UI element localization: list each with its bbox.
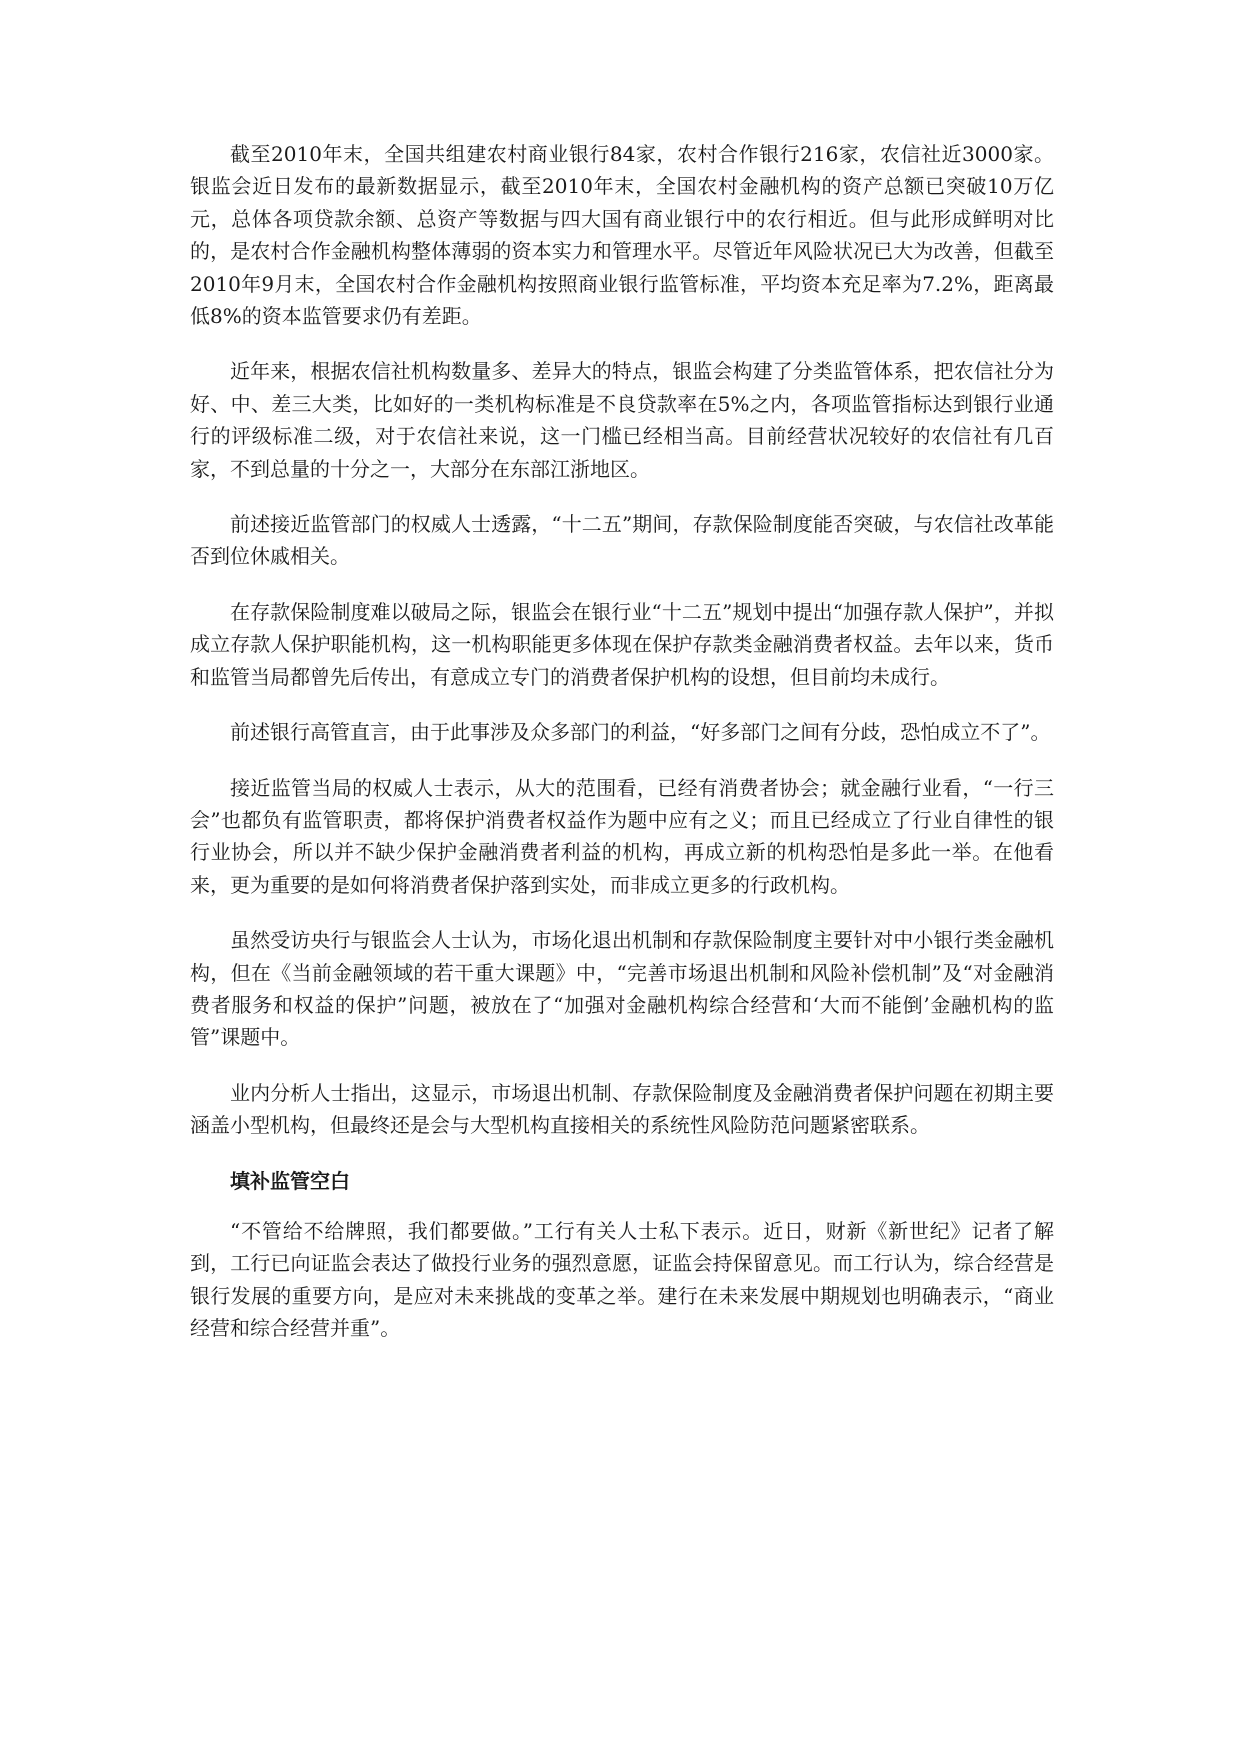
document-page [190, 138, 1054, 1368]
paragraph-7: 虽然受访央行与银监会人士认为，市场化退出机制和存款保险制度主要针对中小银行类金融机构，但在《当前金融领域的若干重大课题》中，“完善市场退出机制和风险补偿机制”及“对金融消费者服务和权益的保护”问题，被放在了“加强对金融机构综合经营和‘大而不能倒’金融机构的监管”课题中。 [190, 928, 1054, 1050]
paragraph-5: 前述银行高管直言，由于此事涉及众多部门的利益，“好多部门之间有分歧，恐怕成立不了”。 [230, 720, 1051, 745]
paragraph-8: 业内分析人士指出，这显示，市场退出机制、存款保险制度及金融消费者保护问题在初期主要涵盖小型机构，但最终还是会与大型机构直接相关的系统性风险防范问题紧密联系。 [190, 1080, 1054, 1138]
paragraph-6: 接近监管当局的权威人士表示，从大的范围看，已经有消费者协会；就金融行业看，“一行三会”也都负有监管职责，都将保护消费者权益作为题中应有之义；而且已经成立了行业自律性的银行业协会，所以并不缺少保护金融消费者利益的机构，再成立新的机构恐怕是多此一举。在他看来，更为重要的是如何将消费者保护落到实处，而非成立更多的行政机构。 [190, 775, 1054, 897]
section-paragraph-1: “不管给不给牌照，我们都要做。”工行有关人士私下表示。近日，财新《新世纪》记者了解到，工行已向证监会表达了做投行业务的强烈意愿，证监会持保留意见。而工行认为，综合经营是银行发展的重要方向，是应对未来挑战的变革之举。建行在未来发展中期规划也明确表示，“商业经营和综合经营并重”。 [190, 1218, 1054, 1341]
paragraph-1: 截至2010年末，全国共组建农村商业银行84家，农村合作银行216家，农信社近3000家。银监会近日发布的最新数据显示，截至2010年末，全国农村金融机构的资产总额已突破10万亿元，总体各项贷款余额、总资产等数据与四大国有商业银行中的农行相近。但与此形成鲜明对比的，是农村合作金融机构整体薄弱的资本实力和管理水平。尽管近年风险状况已大为改善，但截至2010年9月末，全国农村合作金融机构按照商业银行监管标准，平均资本充足率为7.2%，距离最低8%的资本监管要求仍有差距。 [190, 142, 1054, 329]
paragraph-3: 前述接近监管部门的权威人士透露，“十二五”期间，存款保险制度能否突破，与农信社改革能否到位休戚相关。 [190, 512, 1054, 569]
paragraph-4: 在存款保险制度难以破局之际，银监会在银行业“十二五”规划中提出“加强存款人保护”，并拟成立存款人保护职能机构，这一机构职能更多体现在保护存款类金融消费者权益。去年以来，货币和监管当局都曾先后传出，有意成立专门的消费者保护机构的设想，但目前均未成行。 [190, 599, 1054, 689]
section-heading: 填补监管空白 [230, 1168, 350, 1193]
paragraph-2: 近年来，根据农信社机构数量多、差异大的特点，银监会构建了分类监管体系，把农信社分为好、中、差三大类，比如好的一类机构标准是不良贷款率在5%之内，各项监管指标达到银行业通行的评级标准二级，对于农信社来说，这一门槛已经相当高。目前经营状况较好的农信社有几百家，不到总量的十分之一，大部分在东部江浙地区。 [190, 359, 1054, 481]
